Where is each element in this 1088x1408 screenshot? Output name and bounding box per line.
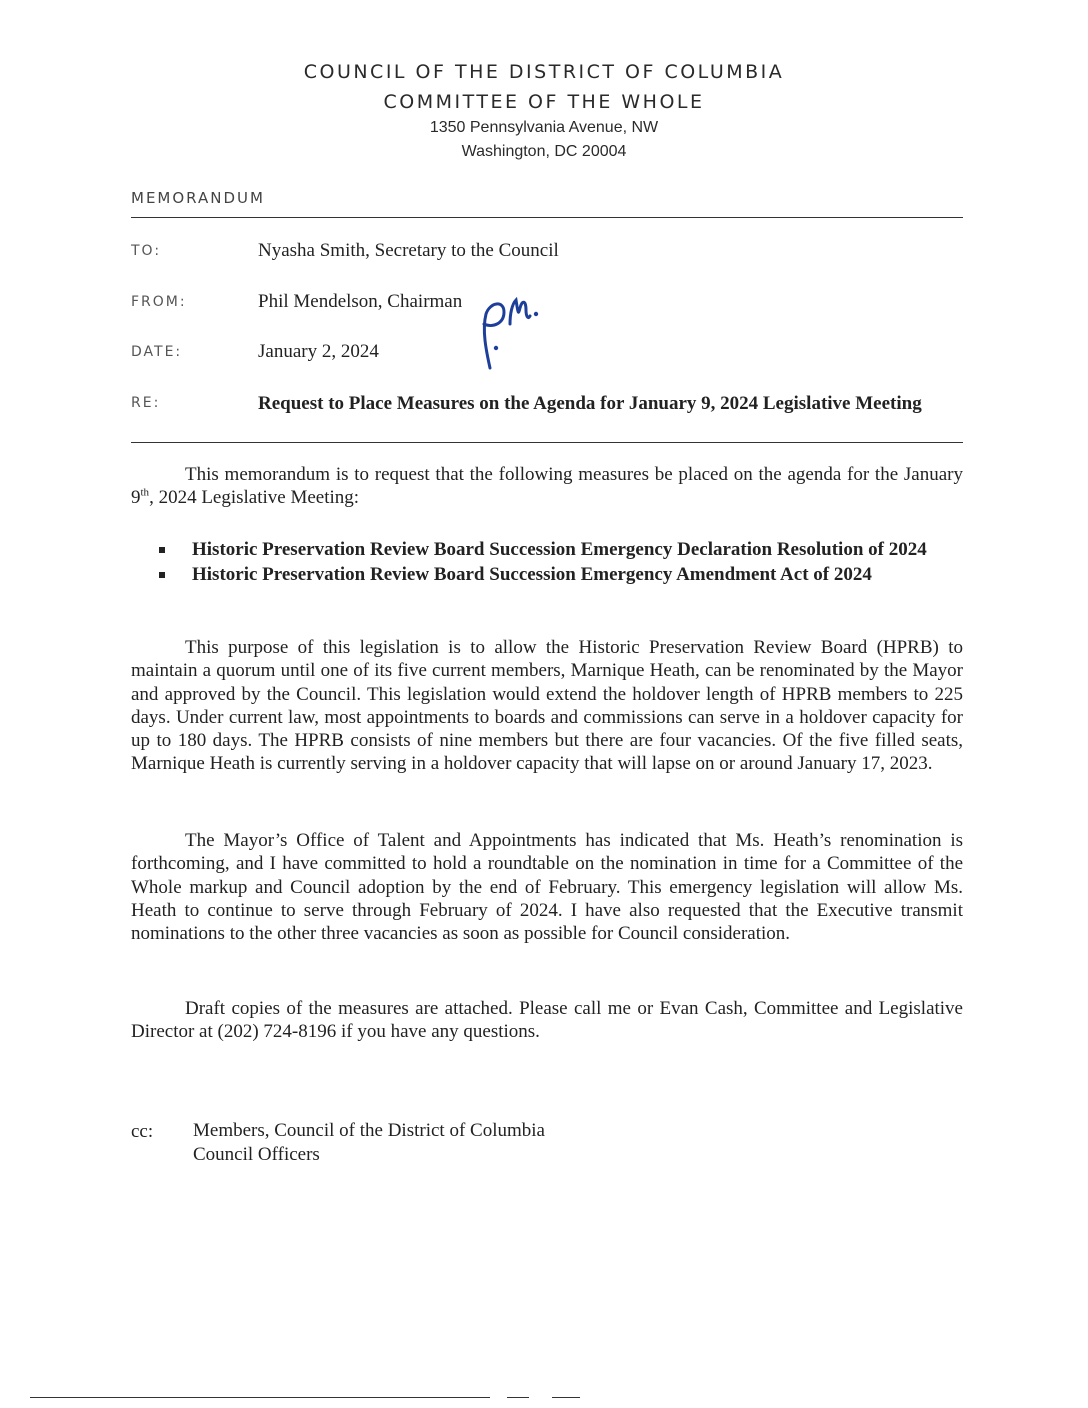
chairman-signature: [460, 290, 550, 375]
letterhead-council: COUNCIL OF THE DISTRICT OF COLUMBIA: [303, 61, 785, 83]
to-label: TO:: [131, 243, 162, 259]
cc-recipient: Council Officers: [193, 1144, 320, 1165]
header-top-rule: [131, 217, 963, 218]
purpose-paragraph: This purpose of this legislation is to allow the Historic Preservation Review Board (HPRB) to maintain a quorum until one of its five current members, Marnique Heath, can be renominated by the Mayor and approved by the Council. This legislation would extend the holdover length of HPRB members to 225 days. Under current law, most appointments to boards and commissions can serve in a holdover capacity for up to 180 days. The HPRB consists of nine members but there are four vacancies. Of the five filled seats, Marnique Heath is currently serving in a holdover capacity that will lapse on or around January 17, 2023.: [131, 637, 963, 775]
list-item: [131, 563, 963, 586]
footer-rule-dash: [507, 1397, 529, 1398]
intro-superscript: th: [140, 486, 150, 499]
measures-list: [131, 538, 963, 589]
footer-rule: [30, 1397, 490, 1398]
cc-recipient: Members, Council of the District of Columbia: [193, 1120, 545, 1141]
list-item: [131, 538, 963, 561]
footer-rule-dash: [552, 1397, 580, 1398]
letterhead-city: Washington, DC 20004: [461, 143, 627, 160]
measure-title: Historic Preservation Review Board Succession Emergency Amendment Act of 2024: [192, 564, 872, 586]
memo-label: MEMORANDUM: [131, 189, 265, 207]
from-value: Phil Mendelson, Chairman: [258, 291, 463, 312]
cc-label: cc:: [131, 1121, 154, 1142]
bullet-icon: [159, 547, 165, 553]
intro-paragraph: [131, 463, 963, 510]
header-bottom-rule: [131, 442, 963, 443]
date-value: January 2, 2024: [258, 341, 379, 362]
intro-text-end: , 2024 Legislative Meeting:: [149, 487, 360, 509]
bullet-icon: [159, 572, 165, 578]
to-value: Nyasha Smith, Secretary to the Council: [258, 240, 559, 261]
letterhead-committee: COMMITTEE OF THE WHOLE: [383, 91, 705, 113]
status-paragraph: The Mayor’s Office of Talent and Appointments has indicated that Ms. Heath’s renomination is forthcoming, and I have committed to hold a roundtable on the nomination in time for a Committee of the Whole markup and Council adoption by the end of February. This emergency legislation will allow Ms. Heath to continue to serve through February of 2024. I have also requested that the Executive transmit nominations to the other three vacancies as soon as possible for Council consideration.: [131, 830, 963, 945]
date-label: DATE:: [131, 344, 183, 360]
re-label: RE:: [131, 395, 161, 411]
letterhead-street: 1350 Pennsylvania Avenue, NW: [429, 119, 659, 136]
contact-paragraph: Draft copies of the measures are attached. Please call me or Evan Cash, Committee and Legislative Director at (202) 724-8196 if you have any questions.: [131, 998, 963, 1043]
intro-text: This memorandum is to request that the following measures be placed on the agenda for the January 9: [131, 464, 963, 509]
from-label: FROM:: [131, 294, 187, 310]
cc-recipients: [193, 1119, 545, 1167]
measure-title: Historic Preservation Review Board Succession Emergency Declaration Resolution of 2024: [192, 539, 927, 560]
re-subject: Request to Place Measures on the Agenda for January 9, 2024 Legislative Meeting: [258, 393, 922, 414]
